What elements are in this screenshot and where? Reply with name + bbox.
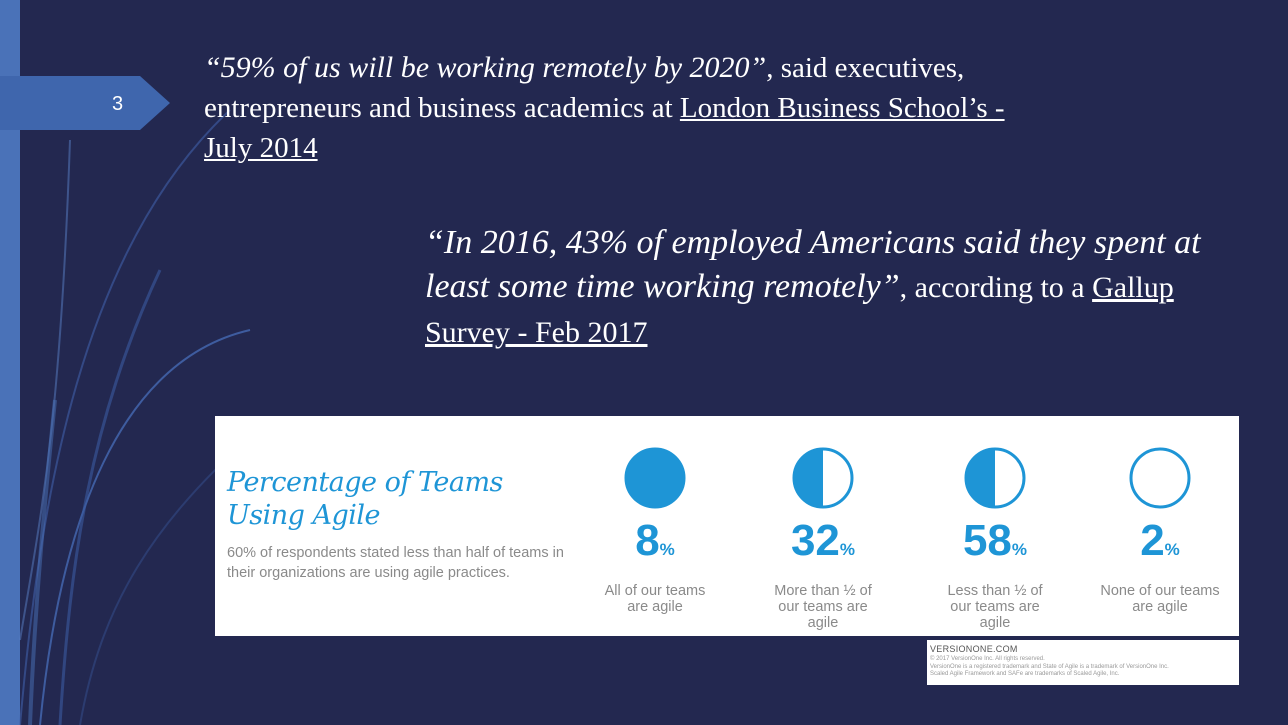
quote-block-2	[425, 221, 1265, 355]
credit-line: Scaled Agile Framework and SAFe are trademarks of Scaled Agile, Inc.	[930, 671, 1120, 677]
half-circle-icon	[963, 446, 1027, 510]
quote-block-1	[204, 48, 1024, 168]
stat-value: 8%	[635, 516, 675, 565]
quote-2-source-link[interactable]: Gallup Survey - Feb 2017	[425, 271, 1174, 349]
quote-1-source-link[interactable]: London Business School’s - July 2014	[204, 92, 1005, 164]
credit-fine-print	[930, 656, 1236, 679]
half-circle-icon	[791, 446, 855, 510]
slide-number-tab	[0, 76, 170, 130]
stat-label: More than ½ of our teams are agile	[774, 583, 872, 631]
stat-value: 2%	[1140, 516, 1180, 565]
credit-line: © 2017 VersionOne Inc. All rights reserved.	[930, 656, 1045, 662]
quote-2-attribution: , according to a	[899, 271, 1093, 304]
quote-1-attribution: , said executives, entrepreneurs and business academics at	[204, 52, 965, 124]
stat-value: 58%	[962, 516, 1028, 565]
stat-label: None of our teams are agile	[1100, 583, 1220, 615]
stat-none	[1085, 446, 1235, 615]
infographic-title: Percentage of Teams Using Agile	[227, 467, 503, 531]
stat-more-than-half	[748, 446, 898, 631]
stat-label: All of our teams are agile	[604, 583, 706, 615]
infographic-description: 60% of respondents stated less than half of teams in their organizations are using agile practices.	[227, 545, 564, 581]
quote-2-text: “In 2016, 43% of employed Americans said they spent at least some time working remotely”	[425, 224, 1201, 305]
versionone-credit	[927, 640, 1239, 685]
quote-1-text: “59% of us will be working remotely by 2020”	[204, 51, 767, 84]
credit-brand: VERSIONONE.COM	[930, 644, 1018, 654]
stat-value: 32%	[790, 516, 856, 565]
full-circle-icon	[623, 446, 687, 510]
credit-line: VersionOne is a registered trademark and State of Agile is a trademark of VersionOne Inc.	[930, 663, 1169, 670]
stat-less-than-half	[920, 446, 1070, 631]
slide-number: 3	[112, 93, 124, 115]
stat-all-teams	[580, 446, 730, 615]
stat-label: Less than ½ of our teams are agile	[947, 583, 1043, 631]
agile-infographic	[215, 416, 1239, 636]
empty-circle-icon	[1128, 446, 1192, 510]
